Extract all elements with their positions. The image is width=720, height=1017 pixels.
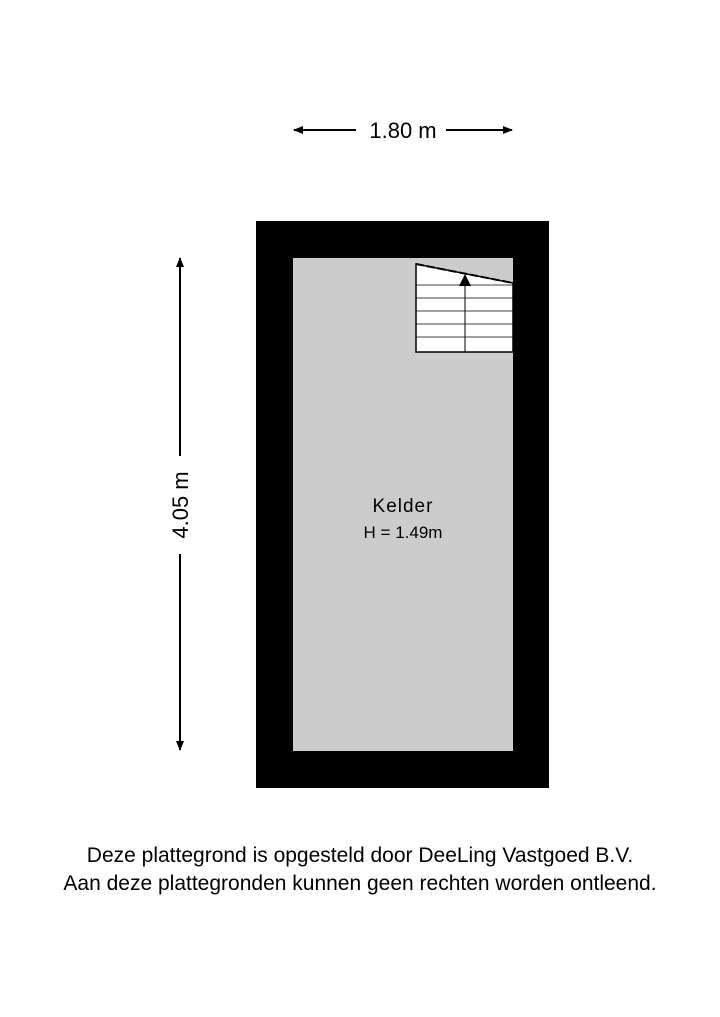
width-dimension-label: 1.80 m	[369, 118, 437, 143]
disclaimer-line-1: Deze plattegrond is opgesteld door DeeLing Vastgoed B.V.	[86, 844, 634, 867]
room-height: H = 1.49m	[363, 523, 443, 542]
disclaimer-line-2: Aan deze plattegronden kunnen geen rechten worden ontleend.	[63, 872, 657, 895]
height-dimension-label: 4.05 m	[168, 471, 193, 539]
width-dimension	[294, 118, 512, 143]
height-dimension	[168, 258, 193, 750]
room-name: Kelder	[372, 496, 434, 517]
